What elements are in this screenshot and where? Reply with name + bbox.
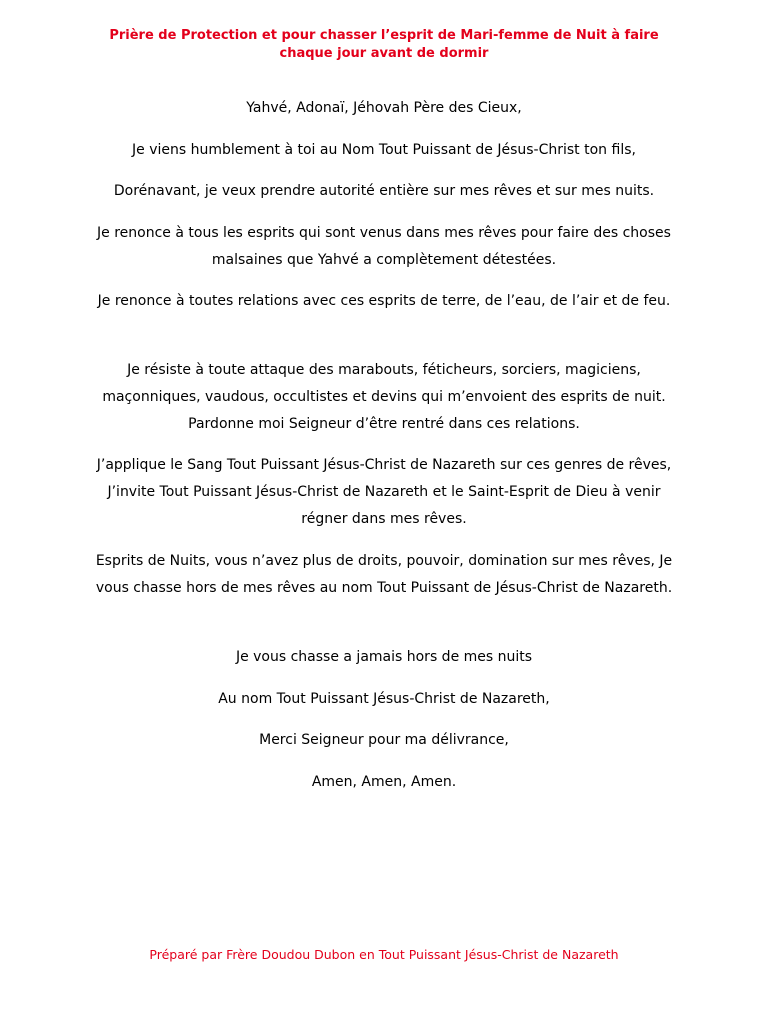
prayer-paragraph-9: Je vous chasse a jamais hors de mes nuits <box>235 649 533 665</box>
prayer-paragraph-8: Esprits de Nuits, vous n’avez plus de droits, pouvoir, domination sur mes rêves, Je vous chasse hors de mes rêves au nom Tout Puissant de Jésus-Christ de Nazareth. <box>95 553 673 596</box>
prayer-paragraph-3: Dorénavant, je veux prendre autorité entière sur mes rêves et sur mes nuits. <box>113 183 655 199</box>
prayer-paragraph-11: Merci Seigneur pour ma délivrance, <box>259 732 509 748</box>
prayer-paragraph-10: Au nom Tout Puissant Jésus-Christ de Nazareth, <box>218 691 550 707</box>
prayer-paragraph-7: J’applique le Sang Tout Puissant Jésus-Christ de Nazareth sur ces genres de rêves, J’invite Tout Puissant Jésus-Christ de Nazareth et le Saint-Esprit de Dieu à venir régner dans mes rêves. <box>96 457 672 527</box>
prayer-paragraph-4: Je renonce à tous les esprits qui sont venus dans mes rêves pour faire des choses malsaines que Yahvé a complètement détestées. <box>97 225 671 268</box>
prayer-paragraph-5: Je renonce à toutes relations avec ces esprits de terre, de l’eau, de l’air et de feu. <box>97 293 671 309</box>
prayer-paragraph-6: Je résiste à toute attaque des marabouts, féticheurs, sorciers, magiciens, maçonniques, vaudous, occultistes et devins qui m’envoient des esprits de nuit. Pardonne moi Seigneur d’être rentré dans ces relations. <box>102 362 666 432</box>
prayer-paragraph-2: Je viens humblement à toi au Nom Tout Puissant de Jésus-Christ ton fils, <box>132 142 636 158</box>
document-footer: Préparé par Frère Doudou Dubon en Tout Puissant Jésus-Christ de Nazareth <box>149 947 619 962</box>
document-title: Prière de Protection et pour chasser l’esprit de Mari-femme de Nuit à faire chaque jour avant de dormir <box>109 28 659 61</box>
prayer-paragraph-1: Yahvé, Adonaï, Jéhovah Père des Cieux, <box>246 100 522 116</box>
prayer-paragraph-12: Amen, Amen, Amen. <box>311 774 457 790</box>
